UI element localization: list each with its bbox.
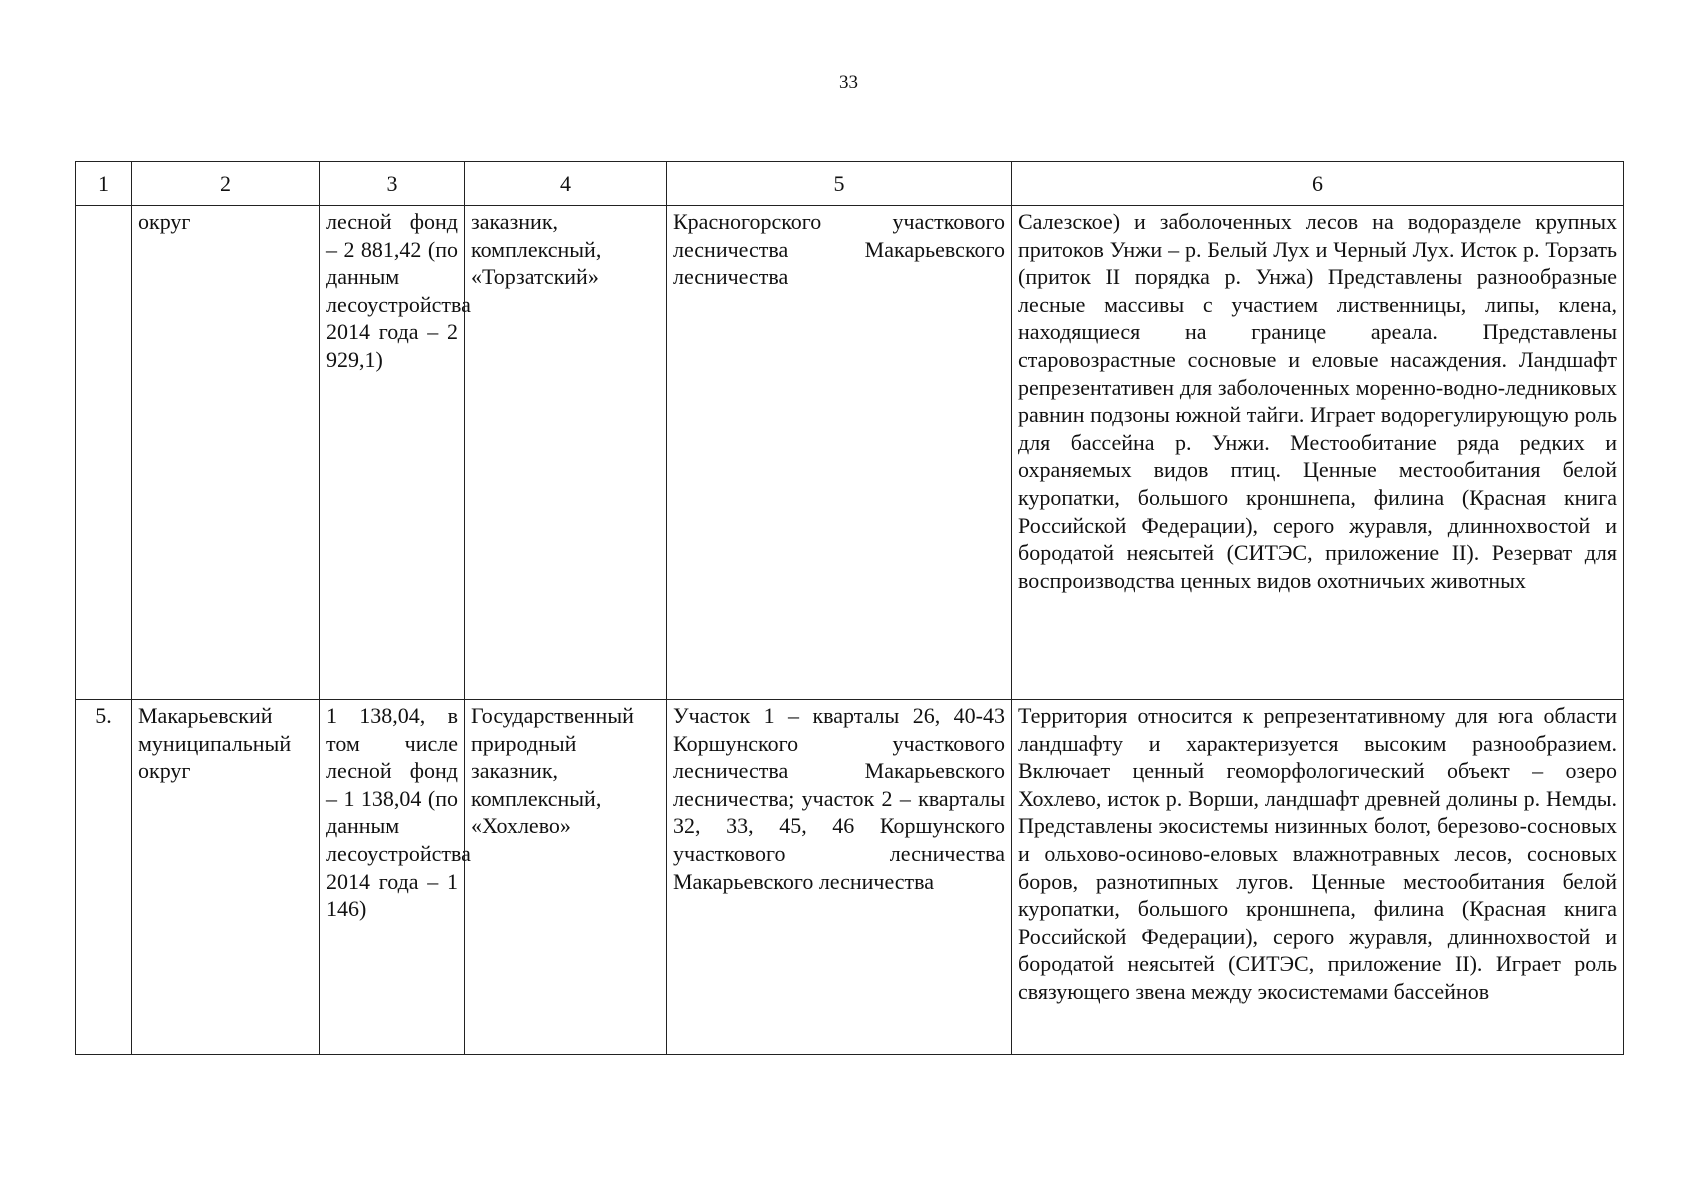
district-cell: округ (132, 206, 320, 700)
description-cell: Территория относится к репрезентативному для юга области ландшафту и характеризуется высоким разнообразием. Включает ценный геоморфологический объект – озеро Хохлево, исток р. Ворши, ландшафт древней долины р. Немды. Представлены экосистемы низинных болот, березово-сосновых и ольхово-осиново-еловых влажнотравных лесов, сосновых боров, разнотипных лугов. Ценные местообитания белой куропатки, большого кроншнепа, филина (Красная книга Российской Федерации), серого журавля, длиннохвостой и бородатой неясытей (СИТЭС, приложение II). Играет роль связующего звена между экосистемами бассейнов (1012, 700, 1624, 1055)
header-col-1: 1 (76, 162, 132, 206)
area-cell: лесной фонд – 2 881,42 (по данным лесоустройства 2014 года – 2 929,1) (320, 206, 465, 700)
table-row (76, 206, 1624, 700)
location-cell: Красногорского участкового лесничества Макарьевского лесничества (667, 206, 1012, 700)
protected-areas-table (75, 161, 1624, 1055)
area-type-cell: заказник, комплексный, «Торзатский» (465, 206, 667, 700)
district-cell: Макарьевский муниципальный округ (132, 700, 320, 1055)
header-col-6: 6 (1012, 162, 1624, 206)
header-col-5: 5 (667, 162, 1012, 206)
table-row (76, 700, 1624, 1055)
header-row (76, 162, 1624, 206)
area-type-cell: Государственный природный заказник, комплексный, «Хохлево» (465, 700, 667, 1055)
row-number: 5. (76, 700, 132, 1055)
page-number: 33 (839, 72, 858, 93)
area-cell: 1 138,04, в том числе лесной фонд – 1 138,04 (по данным лесоустройства 2014 года – 1 146) (320, 700, 465, 1055)
location-cell: Участок 1 – кварталы 26, 40-43 Коршунского участкового лесничества Макарьевского лесничества; участок 2 – кварталы 32, 33, 45, 46 Коршунского участкового лесничества Макарьевского лесничества (667, 700, 1012, 1055)
table-body (76, 206, 1624, 1055)
table-header (76, 162, 1624, 206)
header-col-2: 2 (132, 162, 320, 206)
description-cell: Салезское) и заболоченных лесов на водоразделе крупных притоков Унжи – р. Белый Лух и Черный Лух. Исток р. Торзать (приток II порядка р. Унжа) Представлены разнообразные лесные массивы с участием лиственницы, липы, клена, находящиеся на границе ареала. Представлены старовозрастные сосновые и еловые насаждения. Ландшафт репрезентативен для заболоченных моренно-водно-ледниковых равнин подзоны южной тайги. Играет водорегулирующую роль для бассейна р. Унжи. Местообитание ряда редких и охраняемых видов птиц. Ценные местообитания белой куропатки, большого кроншнепа, филина (Красная книга Российской Федерации), серого журавля, длиннохвостой и бородатой неясытей (СИТЭС, приложение II). Резерват для воспроизводства ценных видов охотничьих животных (1012, 206, 1624, 700)
header-col-3: 3 (320, 162, 465, 206)
row-number (76, 206, 132, 700)
header-col-4: 4 (465, 162, 667, 206)
